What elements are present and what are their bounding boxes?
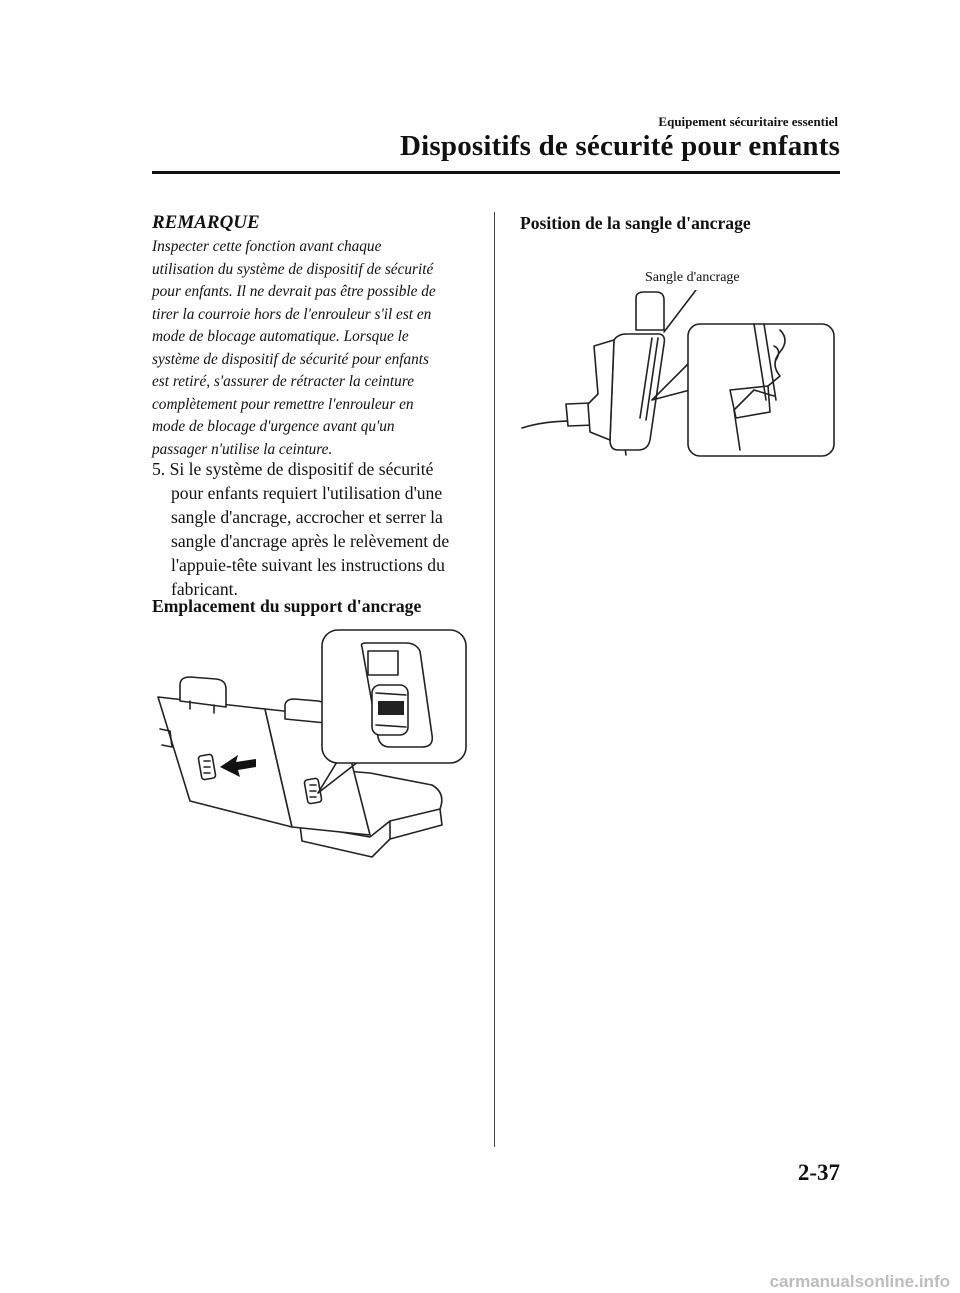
note-heading: REMARQUE xyxy=(152,212,260,233)
step-line: fabricant. xyxy=(171,579,238,599)
page-title: Dispositifs de sécurité pour enfants xyxy=(400,130,841,162)
step-line: 5. Si le système de dispositif de sécurité xyxy=(152,459,434,479)
anchor-location-illustration xyxy=(150,625,470,865)
note-line: utilisation du système de dispositif de sécurité xyxy=(152,260,434,278)
step-line: l'appuie-tête suivant les instructions du xyxy=(171,555,445,575)
step-line: sangle d'ancrage après le relèvement de xyxy=(171,531,450,551)
note-line: mode de blocage automatique. Lorsque le xyxy=(152,328,409,345)
header-rule xyxy=(152,171,840,174)
strap-position-illustration xyxy=(518,290,838,465)
step-line: sangle d'ancrage, accrocher et serrer la xyxy=(171,507,443,527)
column-divider xyxy=(494,212,495,1147)
step-line: pour enfants requiert l'utilisation d'une xyxy=(171,483,443,503)
note-line: complètement pour remettre l'enrouleur en xyxy=(152,395,414,413)
step-5 xyxy=(152,457,482,601)
note-line: mode de blocage d'urgence avant qu'un xyxy=(152,418,395,435)
page-number: 2-37 xyxy=(797,1160,840,1185)
strap-position-heading: Position de la sangle d'ancrage xyxy=(520,213,751,233)
note-line: passager n'utilise la ceinture. xyxy=(152,440,333,458)
section-label: Equipement sécuritaire essentiel xyxy=(658,114,838,129)
note-line: Inspecter cette fonction avant chaque xyxy=(152,238,382,255)
note-line: système de dispositif de sécurité pour enfants xyxy=(152,350,430,368)
strap-callout-label: Sangle d'ancrage xyxy=(645,270,740,285)
note-text xyxy=(152,236,482,461)
note-line: est retiré, s'assurer de rétracter la ceinture xyxy=(152,373,414,390)
note-line: tirer la courroie hors de l'enrouleur s'il est en xyxy=(152,305,432,323)
watermark: carmanualsonline.info xyxy=(769,1272,950,1291)
anchor-location-heading: Emplacement du support d'ancrage xyxy=(152,596,422,616)
note-line: pour enfants. Il ne devrait pas être possible de xyxy=(152,283,436,300)
